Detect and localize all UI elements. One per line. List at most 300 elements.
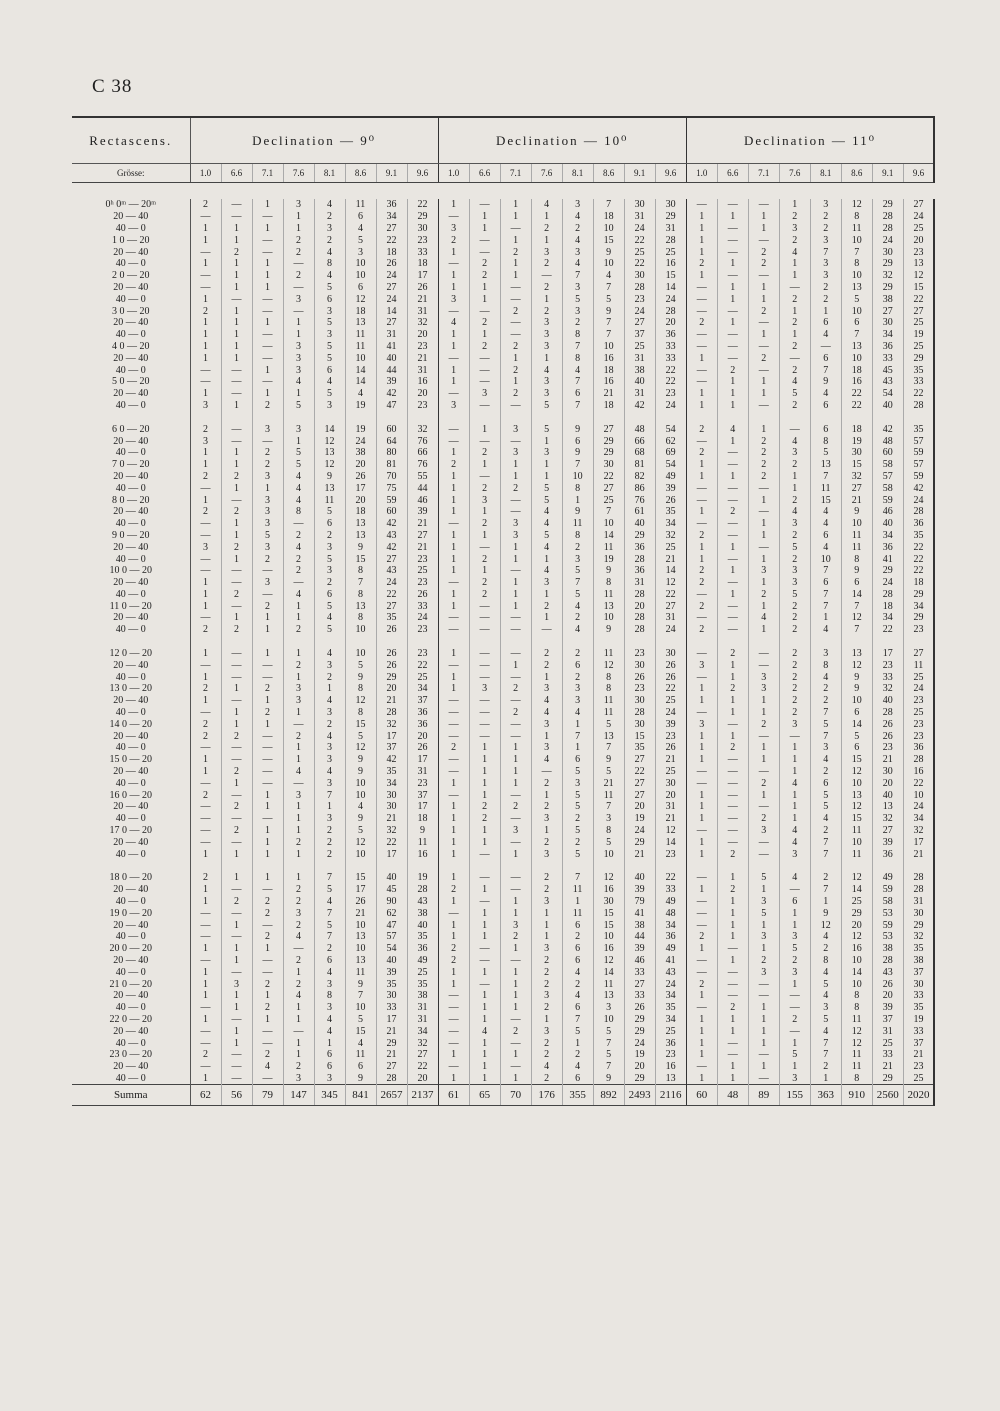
count-cell: 1 <box>500 848 531 860</box>
count-cell: — <box>190 825 221 837</box>
count-cell: 2 <box>314 671 345 683</box>
declination-11-header: Declination — 11⁰ <box>686 117 934 164</box>
count-cell: 23 <box>407 577 438 589</box>
count-cell: 22 <box>903 388 934 400</box>
count-cell: 1 <box>283 317 314 329</box>
count-cell: 1 <box>717 376 748 388</box>
count-cell: 24 <box>376 577 407 589</box>
count-cell: 7 <box>810 589 841 601</box>
count-cell: 29 <box>841 907 872 919</box>
count-cell: 37 <box>407 789 438 801</box>
count-cell: 14 <box>655 565 686 577</box>
ra-interval-label: 40 — 0 <box>72 553 190 565</box>
count-cell: 30 <box>655 777 686 789</box>
count-cell: 36 <box>655 931 686 943</box>
count-cell: 21 <box>903 848 934 860</box>
count-cell: 12 <box>593 659 624 671</box>
table-row <box>72 400 934 412</box>
count-cell: 3 <box>500 530 531 542</box>
count-cell: 31 <box>376 329 407 341</box>
count-cell: 1 <box>748 376 779 388</box>
table-row <box>72 1061 934 1073</box>
count-cell: 5 <box>345 825 376 837</box>
count-cell: 1 <box>283 223 314 235</box>
count-cell: 3 <box>283 695 314 707</box>
count-cell: 2 <box>469 258 500 270</box>
count-cell: 23 <box>407 624 438 636</box>
count-cell: 3 <box>283 352 314 364</box>
count-cell: 24 <box>655 624 686 636</box>
count-cell: 3 <box>469 494 500 506</box>
count-cell: 1 <box>469 907 500 919</box>
count-cell: 1 <box>686 270 717 282</box>
count-cell: 2 <box>221 801 252 813</box>
count-cell: 5 <box>562 293 593 305</box>
count-cell: 11 <box>593 707 624 719</box>
summa-label: Summa <box>72 1085 190 1106</box>
count-cell: 42 <box>376 388 407 400</box>
count-cell: — <box>438 423 469 435</box>
count-cell: 12 <box>841 931 872 943</box>
count-cell: 7 <box>810 600 841 612</box>
count-cell: 3 <box>252 506 283 518</box>
ra-interval-label: 18 0 — 20 <box>72 872 190 884</box>
count-cell: — <box>500 506 531 518</box>
count-cell: 2 <box>221 589 252 601</box>
count-cell: 1 <box>283 329 314 341</box>
count-cell: 1 <box>717 565 748 577</box>
count-cell: 4 <box>314 896 345 908</box>
count-cell: 1 <box>779 199 810 211</box>
count-cell: 22 <box>593 471 624 483</box>
count-cell: 27 <box>593 482 624 494</box>
count-cell: — <box>748 978 779 990</box>
count-cell: 3 <box>562 777 593 789</box>
count-cell: 30 <box>903 907 934 919</box>
count-cell: 29 <box>903 589 934 601</box>
count-cell: 1 <box>438 589 469 601</box>
count-cell: 5 <box>314 352 345 364</box>
count-cell: — <box>717 990 748 1002</box>
count-cell: 45 <box>872 364 903 376</box>
count-cell: — <box>686 494 717 506</box>
count-cell: 22 <box>841 388 872 400</box>
count-cell: 68 <box>624 447 655 459</box>
count-cell: — <box>469 234 500 246</box>
count-cell: 9 <box>345 541 376 553</box>
count-cell: 28 <box>872 211 903 223</box>
count-cell: — <box>190 1037 221 1049</box>
count-cell: 2 <box>314 836 345 848</box>
count-cell: 1 <box>252 648 283 660</box>
count-cell: 22 <box>376 836 407 848</box>
summa-cell: 2137 <box>407 1085 438 1106</box>
count-cell: — <box>469 600 500 612</box>
count-cell: 29 <box>872 199 903 211</box>
count-cell: — <box>686 671 717 683</box>
count-cell: 1 <box>190 978 221 990</box>
table-row <box>72 305 934 317</box>
count-cell: — <box>748 400 779 412</box>
count-cell: 4 <box>469 1025 500 1037</box>
table-body <box>72 117 934 1106</box>
count-cell: 20 <box>407 388 438 400</box>
count-cell: 27 <box>624 777 655 789</box>
count-cell: 2 <box>252 459 283 471</box>
count-cell: 27 <box>903 648 934 660</box>
count-cell: 43 <box>407 896 438 908</box>
count-cell: 2 <box>562 931 593 943</box>
table-row <box>72 258 934 270</box>
count-cell: 20 <box>841 919 872 931</box>
count-cell: 9 <box>593 624 624 636</box>
count-cell: 13 <box>314 447 345 459</box>
count-cell: 29 <box>872 258 903 270</box>
ra-interval-label: 14 0 — 20 <box>72 718 190 730</box>
count-cell: 24 <box>624 1037 655 1049</box>
count-cell: 11 <box>345 341 376 353</box>
count-cell: 29 <box>407 211 438 223</box>
count-cell: 39 <box>624 943 655 955</box>
count-cell: 2 <box>283 730 314 742</box>
ra-interval-label: 20 — 40 <box>72 1061 190 1073</box>
count-cell: — <box>717 966 748 978</box>
count-cell: 2 <box>252 1049 283 1061</box>
table-row <box>72 825 934 837</box>
table-row <box>72 648 934 660</box>
count-cell: 7 <box>314 872 345 884</box>
count-cell: 12 <box>810 919 841 931</box>
count-cell: 4 <box>531 364 562 376</box>
count-cell: 10 <box>593 223 624 235</box>
count-cell: 18 <box>841 364 872 376</box>
count-cell: 10 <box>345 1002 376 1014</box>
count-cell: 5 <box>314 600 345 612</box>
count-cell: 5 <box>779 589 810 601</box>
count-cell: 7 <box>810 848 841 860</box>
groesse-header: Grösse: <box>72 164 190 183</box>
count-cell: 3 <box>314 305 345 317</box>
count-cell: 3 <box>562 246 593 258</box>
count-cell: 1 <box>252 364 283 376</box>
count-cell: 35 <box>655 1002 686 1014</box>
count-cell: — <box>221 423 252 435</box>
count-cell: 9 <box>407 825 438 837</box>
count-cell: 15 <box>903 282 934 294</box>
count-cell: 2 <box>190 506 221 518</box>
count-cell: 23 <box>407 777 438 789</box>
count-cell: — <box>748 234 779 246</box>
count-cell: 14 <box>841 884 872 896</box>
count-cell: 25 <box>407 565 438 577</box>
count-cell: 1 <box>779 1061 810 1073</box>
count-cell: — <box>717 494 748 506</box>
count-cell: 3 <box>438 293 469 305</box>
count-cell: 1 <box>500 1073 531 1085</box>
count-cell: — <box>717 577 748 589</box>
count-cell: 1 <box>283 671 314 683</box>
count-cell: 1 <box>190 990 221 1002</box>
count-cell: — <box>252 766 283 778</box>
count-cell: 3 <box>283 293 314 305</box>
count-cell: 8 <box>345 707 376 719</box>
count-cell: 7 <box>593 1061 624 1073</box>
table-row <box>72 494 934 506</box>
count-cell: 3 <box>438 223 469 235</box>
ra-interval-label: 20 — 40 <box>72 695 190 707</box>
count-cell: 1 <box>221 234 252 246</box>
count-cell: 1 <box>686 234 717 246</box>
count-cell: 4 <box>810 966 841 978</box>
count-cell: 3 <box>283 907 314 919</box>
magnitude-header: 9.6 <box>655 164 686 183</box>
count-cell: 49 <box>655 471 686 483</box>
count-cell: — <box>221 565 252 577</box>
count-cell: 43 <box>655 966 686 978</box>
count-cell: — <box>469 955 500 967</box>
count-cell: — <box>190 955 221 967</box>
count-cell: 30 <box>593 896 624 908</box>
count-cell: 30 <box>376 801 407 813</box>
spacer-row <box>72 183 934 200</box>
count-cell: 11 <box>903 659 934 671</box>
count-cell: 1 <box>748 695 779 707</box>
ra-interval-label: 20 — 40 <box>72 352 190 364</box>
count-cell: 5 <box>531 530 562 542</box>
count-cell: 26 <box>407 282 438 294</box>
count-cell: 5 <box>345 1014 376 1026</box>
count-cell: 1 <box>686 742 717 754</box>
ra-interval-label: 20 — 40 <box>72 211 190 223</box>
count-cell: 21 <box>593 777 624 789</box>
count-cell: 1 <box>500 907 531 919</box>
count-cell: 1 <box>438 447 469 459</box>
count-cell: 39 <box>872 1002 903 1014</box>
count-cell: 1 <box>810 1073 841 1085</box>
count-cell: 2 <box>469 518 500 530</box>
count-cell: 1 <box>221 459 252 471</box>
count-cell: 35 <box>624 742 655 754</box>
count-cell: 2 <box>283 836 314 848</box>
ra-interval-label: 40 — 0 <box>72 707 190 719</box>
count-cell: 30 <box>624 718 655 730</box>
count-cell: 22 <box>872 624 903 636</box>
count-cell: 17 <box>345 884 376 896</box>
count-cell: — <box>717 766 748 778</box>
count-cell: 5 <box>314 884 345 896</box>
count-cell: 10 <box>345 270 376 282</box>
count-cell: 1 <box>190 223 221 235</box>
count-cell: 13 <box>593 730 624 742</box>
count-cell: 2 <box>779 364 810 376</box>
count-cell: 9 <box>345 766 376 778</box>
count-cell: 5 <box>283 459 314 471</box>
count-cell: — <box>686 293 717 305</box>
count-cell: 1 <box>469 777 500 789</box>
count-cell: 1 <box>438 494 469 506</box>
count-cell: — <box>252 234 283 246</box>
count-cell: 2 <box>469 553 500 565</box>
count-cell: 6 <box>562 435 593 447</box>
count-cell: 70 <box>376 471 407 483</box>
count-cell: 2 <box>190 423 221 435</box>
table-row <box>72 435 934 447</box>
count-cell: 2 <box>469 270 500 282</box>
count-cell: — <box>500 648 531 660</box>
count-cell: 2 <box>779 612 810 624</box>
count-cell: 1 <box>221 990 252 1002</box>
count-cell: 21 <box>407 541 438 553</box>
count-cell: 3 <box>810 648 841 660</box>
count-cell: 2 <box>717 648 748 660</box>
ra-interval-label: 40 — 0 <box>72 931 190 943</box>
count-cell: 1 <box>779 329 810 341</box>
count-cell: — <box>221 1061 252 1073</box>
count-cell: 22 <box>407 1061 438 1073</box>
count-cell: 12 <box>841 766 872 778</box>
count-cell: 4 <box>562 364 593 376</box>
count-cell: 28 <box>903 754 934 766</box>
count-cell: — <box>190 836 221 848</box>
count-cell: 26 <box>376 624 407 636</box>
count-cell: 2 <box>779 400 810 412</box>
count-cell: 20 <box>345 494 376 506</box>
count-cell: 11 <box>562 884 593 896</box>
count-cell: 33 <box>407 600 438 612</box>
count-cell: 59 <box>872 884 903 896</box>
count-cell: 1 <box>438 482 469 494</box>
count-cell: 1 <box>469 1061 500 1073</box>
count-cell: 25 <box>407 966 438 978</box>
count-cell: 1 <box>283 813 314 825</box>
table-row <box>72 955 934 967</box>
count-cell: — <box>500 884 531 896</box>
count-cell: 1 <box>190 966 221 978</box>
count-cell: 22 <box>624 258 655 270</box>
count-cell: 4 <box>283 376 314 388</box>
count-cell: 34 <box>872 329 903 341</box>
table-row <box>72 553 934 565</box>
count-cell: 6 <box>810 400 841 412</box>
table-row <box>72 223 934 235</box>
count-cell: 1 <box>779 907 810 919</box>
count-cell: 2 <box>810 872 841 884</box>
ra-interval-label: 9 0 — 20 <box>72 530 190 542</box>
count-cell: 1 <box>438 683 469 695</box>
count-cell: 2 <box>469 317 500 329</box>
count-cell: 34 <box>903 600 934 612</box>
summa-cell: 910 <box>841 1085 872 1106</box>
count-cell: 1 <box>438 364 469 376</box>
count-cell: 7 <box>810 471 841 483</box>
count-cell: 1 <box>531 471 562 483</box>
count-cell: — <box>438 718 469 730</box>
count-cell: 1 <box>438 341 469 353</box>
count-cell: — <box>686 282 717 294</box>
count-cell: — <box>221 577 252 589</box>
count-cell: 4 <box>283 471 314 483</box>
count-cell: 9 <box>810 376 841 388</box>
count-cell: — <box>438 577 469 589</box>
count-cell: 34 <box>655 518 686 530</box>
count-cell: 8 <box>841 553 872 565</box>
count-cell: 5 <box>562 848 593 860</box>
count-cell: 1 <box>190 671 221 683</box>
ra-interval-label: 20 — 40 <box>72 435 190 447</box>
count-cell: 2 <box>717 884 748 896</box>
count-cell: 7 <box>345 990 376 1002</box>
count-cell: 16 <box>407 376 438 388</box>
count-cell: 1 <box>221 1025 252 1037</box>
count-cell: — <box>810 341 841 353</box>
count-cell: 2 <box>810 1061 841 1073</box>
count-cell: 1 <box>686 553 717 565</box>
magnitude-header: 8.6 <box>593 164 624 183</box>
count-cell: 25 <box>655 246 686 258</box>
count-cell: 1 <box>469 329 500 341</box>
count-cell: 32 <box>872 270 903 282</box>
count-cell: — <box>469 671 500 683</box>
ra-interval-label: 40 — 0 <box>72 896 190 908</box>
count-cell: 1 <box>717 388 748 400</box>
count-cell: 3 <box>252 471 283 483</box>
count-cell: 1 <box>717 872 748 884</box>
count-cell: 34 <box>903 813 934 825</box>
count-cell: — <box>190 801 221 813</box>
count-cell: 1 <box>221 872 252 884</box>
count-cell: 1 <box>531 293 562 305</box>
count-cell: 1 <box>686 789 717 801</box>
count-cell: 26 <box>407 589 438 601</box>
count-cell: 7 <box>562 459 593 471</box>
count-cell: — <box>438 695 469 707</box>
count-cell: 90 <box>376 896 407 908</box>
count-cell: — <box>438 305 469 317</box>
ra-interval-label: 40 — 0 <box>72 848 190 860</box>
count-cell: 1 <box>500 742 531 754</box>
table-row <box>72 565 934 577</box>
ra-interval-label: 20 — 40 <box>72 884 190 896</box>
count-cell: 1 <box>686 506 717 518</box>
count-cell: 9 <box>562 506 593 518</box>
count-cell: 1 <box>748 1014 779 1026</box>
count-cell: 81 <box>624 459 655 471</box>
count-cell: 6 <box>562 955 593 967</box>
count-cell: — <box>500 789 531 801</box>
table-row <box>72 1073 934 1085</box>
count-cell: 2 <box>252 978 283 990</box>
count-cell: 1 <box>748 600 779 612</box>
count-cell: — <box>283 718 314 730</box>
count-cell: 49 <box>872 872 903 884</box>
count-cell: 62 <box>376 907 407 919</box>
count-cell: 22 <box>655 872 686 884</box>
count-cell: 1 <box>221 718 252 730</box>
count-cell: 25 <box>903 1073 934 1085</box>
count-cell: 12 <box>345 836 376 848</box>
count-cell: — <box>252 966 283 978</box>
count-cell: — <box>221 1073 252 1085</box>
count-cell: 54 <box>655 459 686 471</box>
count-cell: 23 <box>903 730 934 742</box>
count-cell: — <box>469 364 500 376</box>
count-cell: 27 <box>872 825 903 837</box>
count-cell: 1 <box>438 246 469 258</box>
count-cell: 22 <box>655 376 686 388</box>
count-cell: — <box>500 223 531 235</box>
count-cell: 4 <box>314 199 345 211</box>
ra-interval-label: 20 — 40 <box>72 471 190 483</box>
